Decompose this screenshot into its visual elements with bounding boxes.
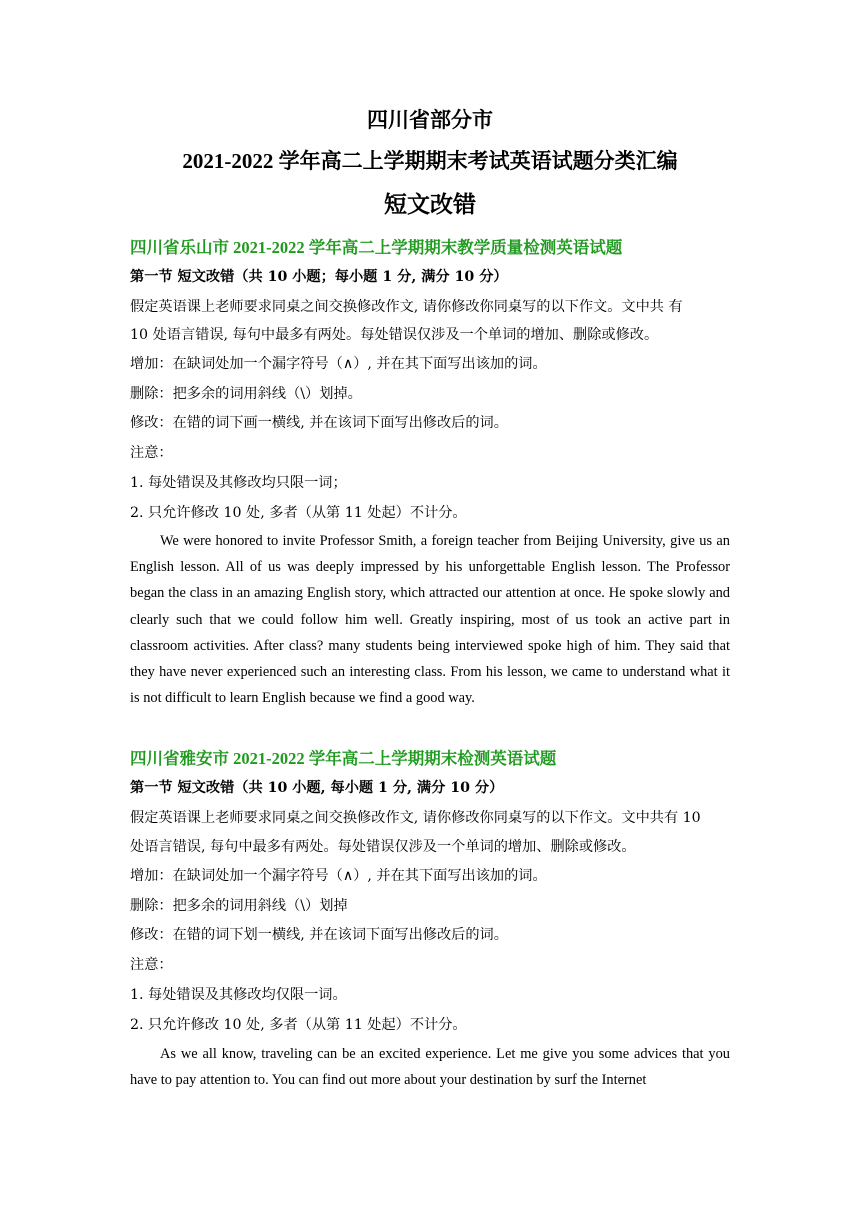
note-item: 1. 每处错误及其修改均只限一词；: [130, 475, 347, 491]
doc-title-topic: 短文改错: [384, 191, 476, 218]
passage-text: We were honored to invite Professor Smith, a foreign teacher from Beijing University, give us an English lesson. All of us was deeply impressed by his unforgettable English lesson. The Professor began the class in an amazing English story, which attracted our attention at once. He spoke slowly and clearly such that we could follow him well. Greatly inspiring, most of us took an active part in classroom activities. After class? many students being interviewed spoke high of him. They said that they have never experienced such an interesting class. From his lesson, we came to understand what it is not difficult to learn English because we find a good way.: [130, 533, 730, 707]
doc-title-collection: 2021-2022 学年高二上学期期末考试英语试题分类汇编: [182, 149, 678, 173]
part-title: 第一节 短文改错（共 10 小题；每小题 1 分, 满分 10 分）: [130, 269, 508, 285]
note-item: 2. 只允许修改 10 处, 多者（从第 11 处起）不计分。: [130, 1017, 467, 1033]
rule-add: 增加：在缺词处加一个漏字符号（∧）, 并在其下面写出该加的词。: [130, 868, 547, 884]
instruction-line: 10 处语言错误, 每句中最多有两处。每处错误仅涉及一个单词的增加、删除或修改。: [130, 327, 659, 343]
rule-add: 增加：在缺词处加一个漏字符号（∧）, 并在其下面写出该加的词。: [130, 356, 547, 372]
note-label: 注意：: [130, 445, 173, 461]
instruction-line: 处语言错误, 每句中最多有两处。每处错误仅涉及一个单词的增加、删除或修改。: [130, 839, 636, 855]
note-label: 注意：: [130, 957, 173, 973]
section-heading-yaan: 四川省雅安市 2021-2022 学年高二上学期期末检测英语试题: [130, 749, 557, 768]
rule-delete: 删除：把多余的词用斜线（\）划掉: [130, 898, 348, 914]
rule-delete: 删除：把多余的词用斜线（\）划掉。: [130, 386, 362, 402]
instruction-line: 假定英语课上老师要求同桌之间交换修改作文, 请你修改你同桌写的以下作文。文中共有 10: [130, 810, 701, 826]
section-heading-leshan: 四川省乐山市 2021-2022 学年高二上学期期末教学质量检测英语试题: [130, 238, 623, 257]
doc-title-region: 四川省部分市: [367, 107, 493, 132]
rule-modify: 修改：在错的词下画一横线, 并在该词下面写出修改后的词。: [130, 415, 508, 431]
rule-modify: 修改：在错的词下划一横线, 并在该词下面写出修改后的词。: [130, 927, 508, 943]
part-title: 第一节 短文改错（共 10 小题, 每小题 1 分, 满分 10 分）: [130, 780, 504, 796]
note-item: 1. 每处错误及其修改均仅限一词。: [130, 987, 347, 1003]
instruction-line: 假定英语课上老师要求同桌之间交换修改作文, 请你修改你同桌写的以下作文。文中共 有: [130, 299, 683, 315]
passage-text: As we all know, traveling can be an excited experience. Let me give you some advices that you have to pay attention to. You can find out more about your destination by surf the Internet: [130, 1046, 730, 1089]
note-item: 2. 只允许修改 10 处, 多者（从第 11 处起）不计分。: [130, 505, 467, 521]
